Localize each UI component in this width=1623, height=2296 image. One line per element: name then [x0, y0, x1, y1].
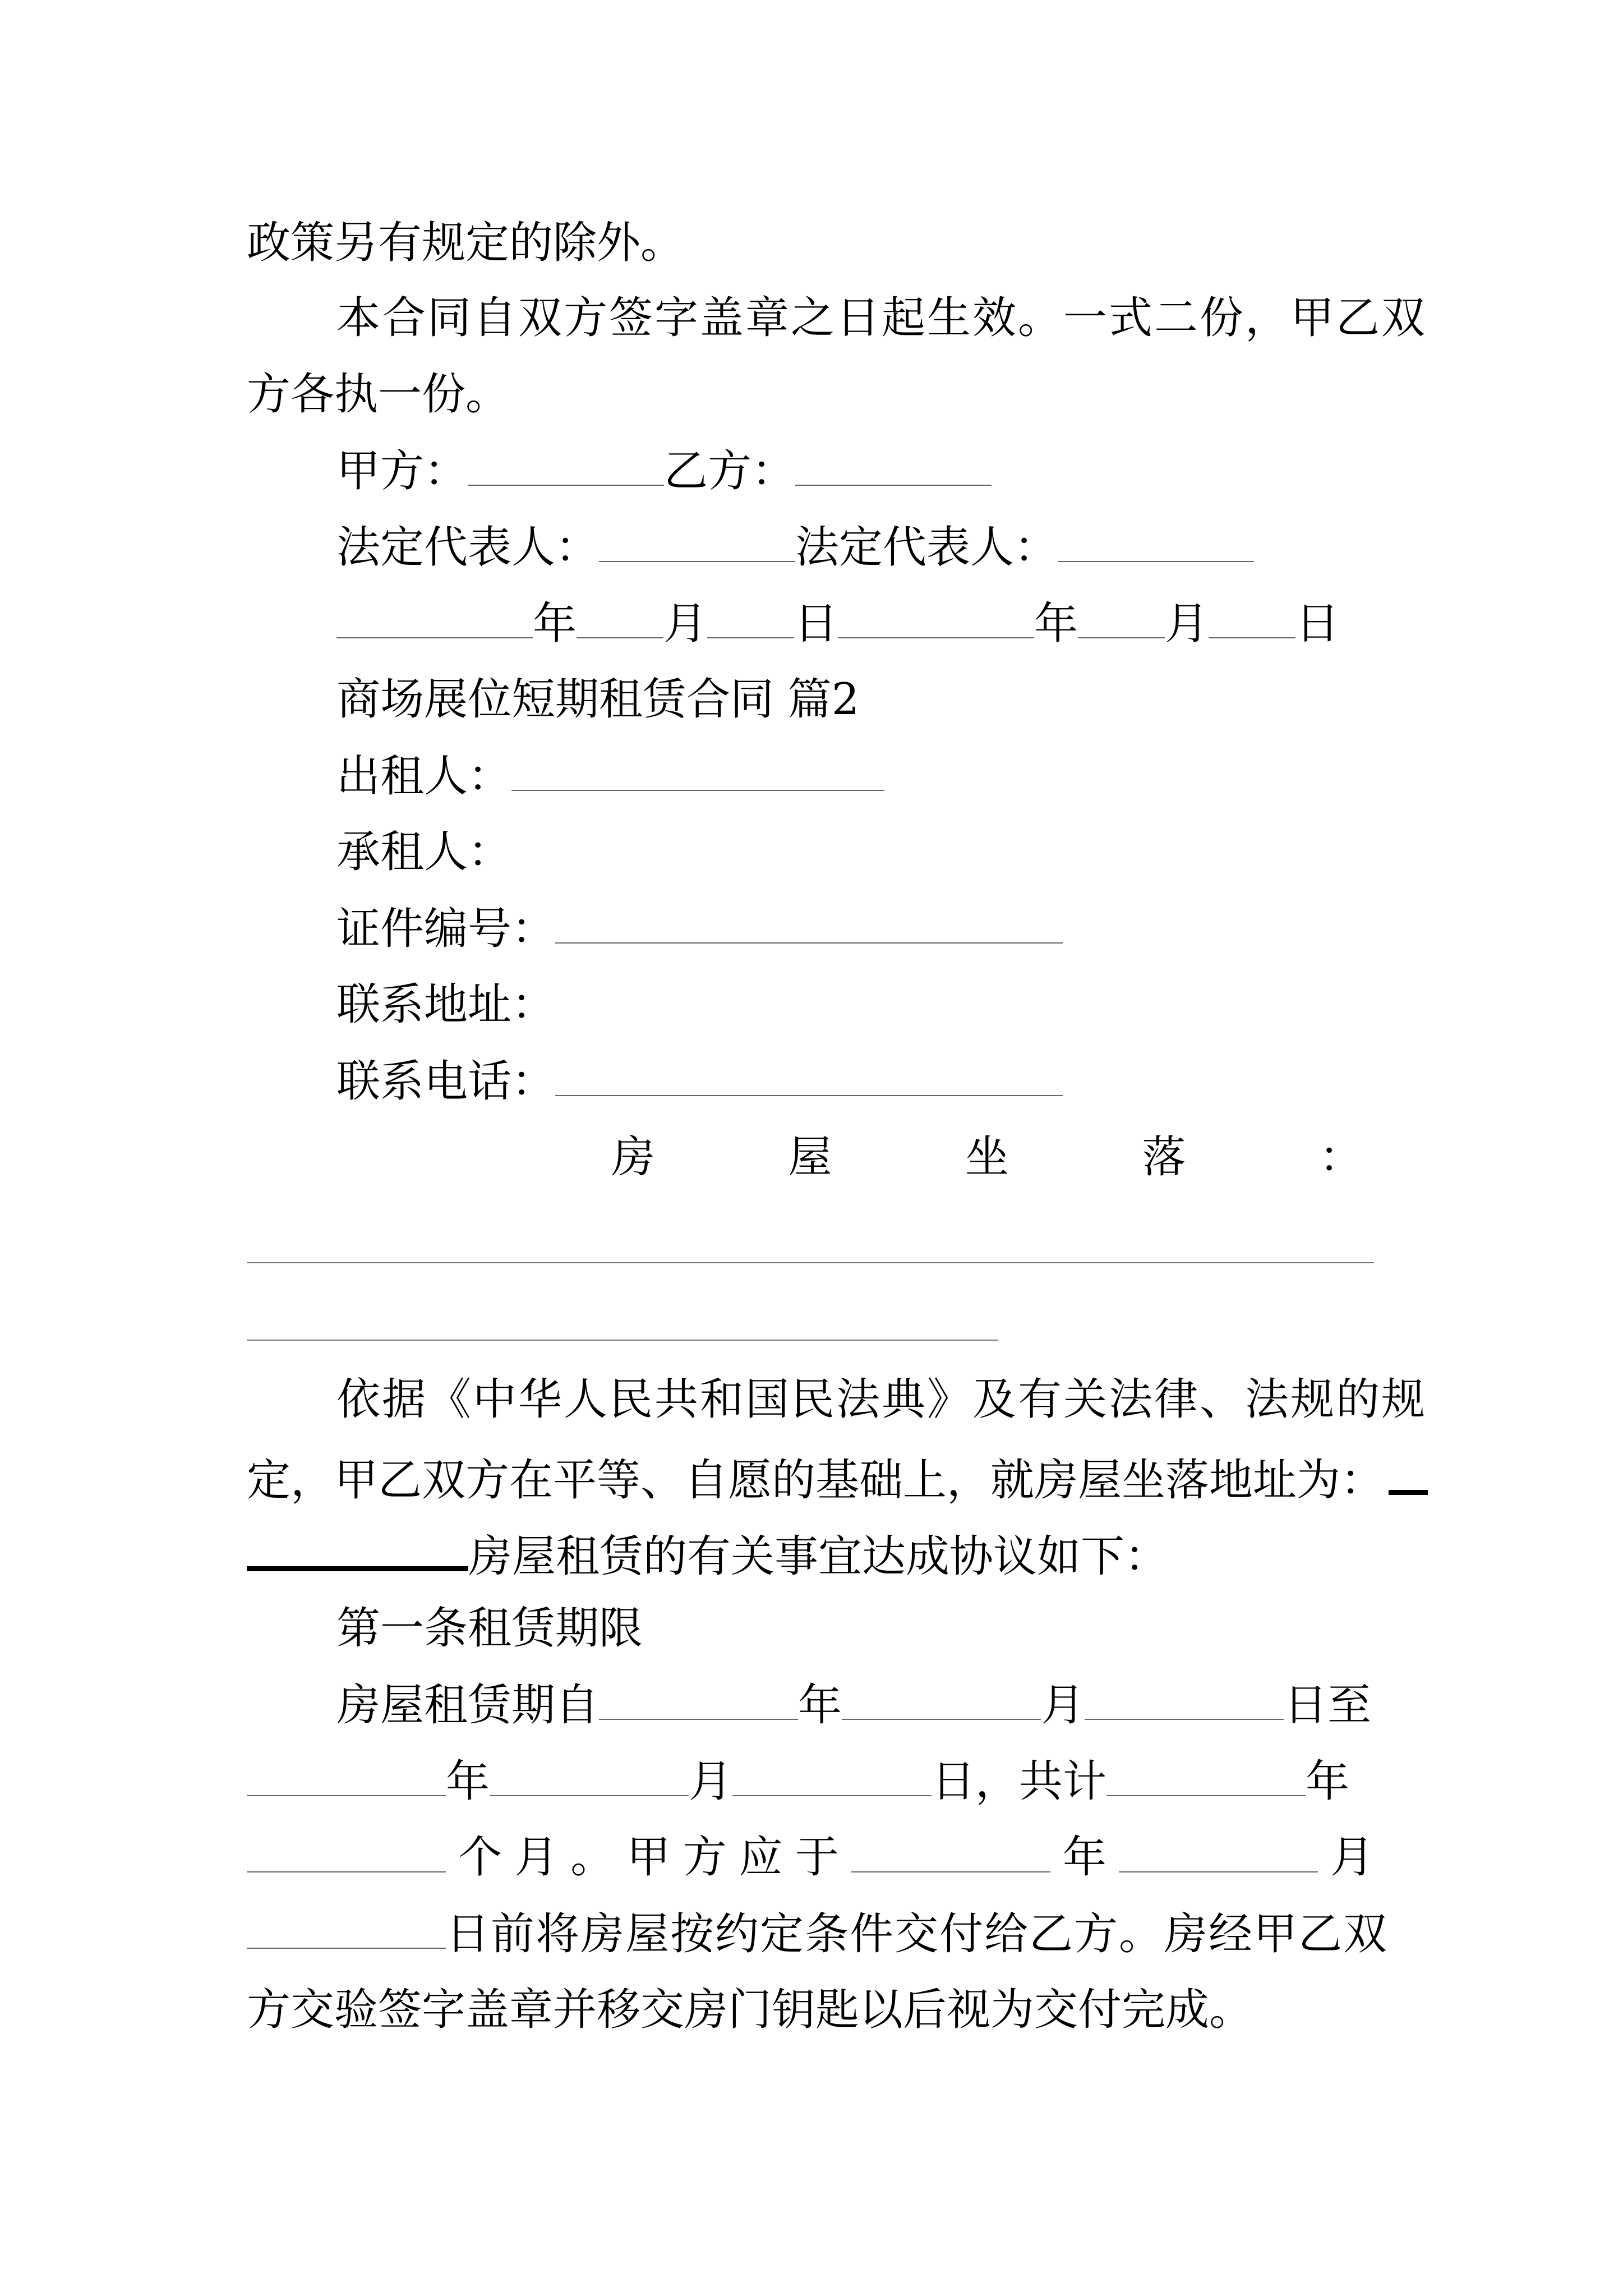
signature-party-line: [336, 440, 992, 501]
location-char: 落: [1142, 1132, 1186, 1182]
date-blank: [1209, 592, 1295, 638]
party-a-label: 甲方：: [336, 446, 468, 496]
date-blank: [838, 592, 1034, 638]
address-line: 联系地址：: [336, 979, 556, 1030]
term-char: 甲: [626, 1832, 671, 1883]
term-blank: [1106, 1750, 1306, 1796]
rep-b-blank: [1058, 516, 1254, 562]
rep-a-label: 法定代表人：: [336, 522, 600, 573]
location-char: 坐: [965, 1132, 1009, 1182]
paragraph-line: 方交验签字盖章并移交房门钥匙以后视为交付完成。: [247, 1985, 1253, 2035]
term-char: 应: [739, 1832, 783, 1883]
day-label: 日: [794, 599, 838, 649]
date-blank: [707, 592, 794, 638]
location-char: 房: [611, 1132, 656, 1182]
lessor-blank: [511, 745, 884, 791]
term-blank: [599, 1674, 798, 1720]
address-bold-blank: [247, 1521, 468, 1571]
term-blank: [247, 1750, 446, 1796]
paragraph-line: 方各执一份。: [247, 369, 510, 420]
term-line: [247, 1826, 1374, 1888]
term-char: 。: [570, 1832, 615, 1883]
term-text: 日前将房屋按约定条件交付给乙方。房经甲乙双: [446, 1909, 1389, 1959]
article-title: 第一条租赁期限: [336, 1603, 643, 1654]
basis-text: 房屋租赁的有关事宜达成协议如下：: [468, 1531, 1169, 1582]
month-label: 月: [1165, 599, 1209, 649]
rep-a-blank: [599, 516, 795, 562]
term-blank: [247, 1826, 446, 1872]
year-label: 年: [1062, 1832, 1106, 1883]
paragraph-line: 本合同自双方签字盖章之日起生效。一式二份，甲乙双: [336, 293, 1427, 343]
party-b-label: 乙方：: [664, 446, 796, 496]
id-number-line: [336, 898, 1063, 959]
lessor-line: [336, 745, 884, 807]
location-blank-rule: [247, 1340, 998, 1341]
term-line: [247, 1750, 1349, 1812]
address-bold-blank: [1389, 1445, 1428, 1495]
term-blank: [732, 1750, 932, 1796]
term-blank: [490, 1750, 689, 1796]
paragraph-line: [247, 1445, 1428, 1507]
location-char: 屋: [788, 1132, 832, 1182]
month-label: 月: [1330, 1832, 1374, 1883]
paragraph-line: [247, 1521, 1168, 1583]
signature-date-line: [336, 592, 1339, 654]
term-blank: [247, 1903, 446, 1949]
paragraph-line: 政策另有规定的除外。: [247, 218, 685, 268]
phone-line: [336, 1050, 1063, 1112]
year-label: 年: [446, 1756, 490, 1807]
phone-blank: [555, 1050, 1063, 1096]
term-line: [336, 1674, 1371, 1736]
month-label: 月: [663, 599, 708, 649]
month-label: 月: [689, 1756, 733, 1807]
location-char: ：: [1318, 1132, 1363, 1182]
term-char: 月: [514, 1832, 559, 1883]
term-blank: [851, 1826, 1050, 1872]
rep-b-label: 法定代表人：: [795, 522, 1058, 573]
term-char: 方: [683, 1832, 727, 1883]
id-number-blank: [555, 898, 1063, 944]
month-label: 月: [1041, 1680, 1085, 1731]
date-blank: [1078, 592, 1165, 638]
lessee-line: 承租人：: [336, 827, 512, 877]
date-blank: [336, 592, 533, 638]
term-text: 日至: [1284, 1680, 1372, 1731]
phone-label: 联系电话：: [336, 1056, 556, 1107]
id-number-label: 证件编号：: [336, 904, 556, 954]
paragraph-line: [247, 1903, 1388, 1964]
term-char: 个: [458, 1832, 502, 1883]
day-label: 日: [1295, 599, 1340, 649]
lessor-label: 出租人：: [336, 751, 512, 802]
year-label: 年: [1306, 1756, 1350, 1807]
term-char: 于: [795, 1832, 839, 1883]
location-line: [611, 1126, 1363, 1188]
section-title: 商场展位短期租赁合同 篇2: [336, 674, 860, 725]
term-blank: [1085, 1674, 1284, 1720]
signature-rep-line: [336, 516, 1254, 578]
year-label: 年: [798, 1680, 842, 1731]
term-blank: [842, 1674, 1041, 1720]
term-text: 房屋租赁期自: [336, 1680, 600, 1731]
date-blank: [577, 592, 663, 638]
term-blank: [1119, 1826, 1318, 1872]
paragraph-line: 依据《中华人民共和国民法典》及有关法律、法规的规: [336, 1374, 1427, 1425]
year-label: 年: [533, 599, 577, 649]
location-blank-rule: [247, 1262, 1374, 1263]
term-text: 日，共计: [932, 1756, 1107, 1807]
basis-text: 定，甲乙双方在平等、自愿的基础上，就房屋坐落地址为：: [247, 1455, 1385, 1506]
party-b-blank: [795, 440, 992, 486]
party-a-blank: [468, 440, 664, 486]
year-label: 年: [1034, 599, 1078, 649]
